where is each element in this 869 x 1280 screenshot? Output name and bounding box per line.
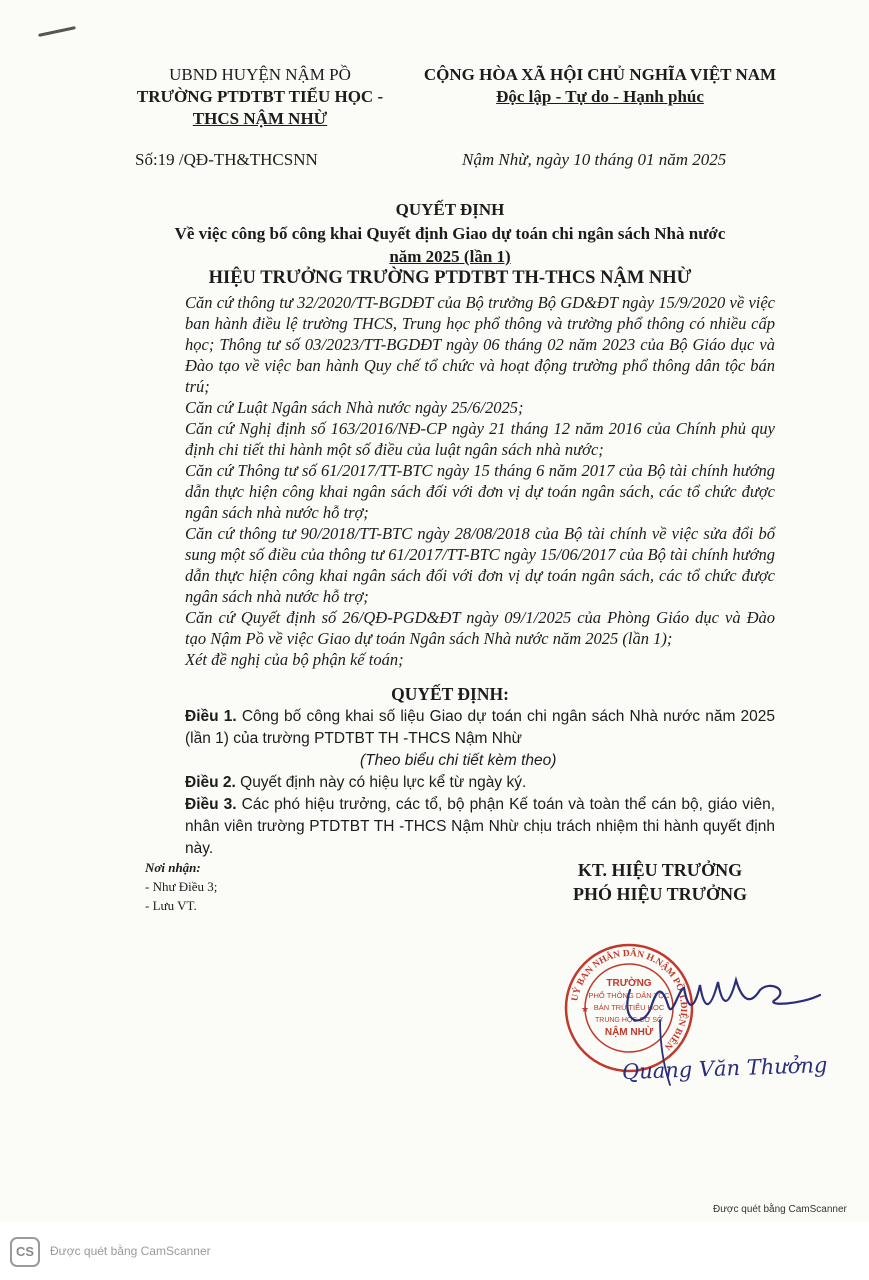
svg-text:★: ★ bbox=[581, 1004, 590, 1014]
document-subject bbox=[80, 222, 820, 268]
country-name: CỘNG HÒA XÃ HỘI CHỦ NGHĨA VIỆT NAM bbox=[423, 65, 777, 84]
document-date: Nậm Nhừ, ngày 10 tháng 01 năm 2025 bbox=[462, 150, 727, 169]
issuing-agency bbox=[110, 64, 410, 130]
article-1-label: Điều 1. bbox=[185, 708, 237, 725]
signature-title-1: KT. HIỆU TRƯỞNG bbox=[577, 860, 743, 880]
basis-item: Xét đề nghị của bộ phận kế toán; bbox=[185, 650, 404, 669]
signature-titles bbox=[540, 858, 780, 906]
recipients bbox=[145, 858, 217, 915]
agency-line-2: TRƯỜNG PTDTBT TIỂU HỌC - bbox=[136, 87, 384, 106]
articles bbox=[115, 706, 775, 860]
seal-line-2: PHỔ THÔNG DÂN TỘC bbox=[588, 991, 670, 1000]
basis-item: Căn cứ Thông tư số 61/2017/TT-BTC ngày 15 tháng 6 năm 2017 của Bộ tài chính hướng dẫn thực hiện công khai ngân sách đối với đơn vị dự toán ngân sách, các tổ chức được ngân sách nhà nước hỗ trợ; bbox=[185, 461, 775, 522]
handwritten-signature bbox=[560, 950, 840, 1090]
signature-title-2: PHÓ HIỆU TRƯỞNG bbox=[572, 884, 747, 904]
article-1-note: (Theo biểu chi tiết kèm theo) bbox=[360, 752, 557, 769]
article-3-label: Điều 3. bbox=[185, 796, 237, 813]
seal-ring-text: UỶ BAN NHÂN DÂN H.NẬM PỒ T.ĐIỆN BIÊN bbox=[570, 948, 689, 1052]
article-2-label: Điều 2. bbox=[185, 774, 236, 791]
seal-line-4: TRUNG HỌC CƠ SỞ bbox=[594, 1017, 664, 1024]
article-1 bbox=[115, 706, 775, 750]
basis-item: Căn cứ thông tư 32/2020/TT-BGDĐT của Bộ trưởng Bộ GD&ĐT ngày 15/9/2020 về việc ban hành điều lệ trường THCS, Trung học phổ thông và trường phổ thông có nhiều cấp học; Thông tư số 03/2023/TT-BGDĐT ngày 06 tháng 02 năm 2023 của Bộ Giáo dục và Đào tạo về việc ban hành Quy chế tổ chức và hoạt động trường phổ thông dân tộc bán trú; bbox=[185, 293, 775, 396]
subject-line-2 bbox=[80, 245, 820, 268]
signer-name: Quang Văn Thưởng bbox=[621, 1052, 828, 1085]
camscanner-watermark-right: Được quét bằng CamScanner bbox=[713, 1204, 847, 1215]
seal-line-3: BÁN TRÚ TIỂU HỌC bbox=[593, 1003, 665, 1012]
subject-line-1: Về việc công bố công khai Quyết định Giao dự toán chi ngân sách Nhà nước bbox=[174, 224, 726, 243]
recipients-label: Nơi nhận: bbox=[145, 860, 201, 875]
motto-text: Độc lập - Tự do - Hạnh phúc bbox=[496, 87, 704, 106]
decision-heading: QUYẾT ĐỊNH: bbox=[391, 684, 509, 704]
agency-line-1: UBND HUYỆN NẬM PỒ bbox=[169, 65, 351, 84]
article-2-text: Quyết định này có hiệu lực kể từ ngày ký. bbox=[235, 774, 527, 791]
camscanner-logo-icon: CS bbox=[10, 1237, 40, 1267]
recipient-item: - Lưu VT. bbox=[145, 898, 197, 913]
motto bbox=[415, 86, 785, 108]
recipient-item: - Như Điều 3; bbox=[145, 879, 218, 894]
agency-line-3-text: THCS NẬM NHỪ bbox=[192, 109, 328, 128]
article-3-text: Các phó hiệu trưởng, các tổ, bộ phận Kế toán và toàn thể cán bộ, giáo viên, nhân viên trường PTDTBT TH -THCS Nậm Nhừ chịu trách nhiệm thi hành quyết định này. bbox=[185, 796, 775, 857]
document-heading: QUYẾT ĐỊNH bbox=[395, 200, 505, 219]
basis-item: Căn cứ Luật Ngân sách Nhà nước ngày 25/6/2025; bbox=[185, 398, 524, 417]
subject-line-2-text: năm 2025 (lần 1) bbox=[389, 247, 511, 266]
pen-mark bbox=[38, 26, 76, 37]
agency-line-3 bbox=[110, 108, 410, 130]
seal-line-1: TRƯỜNG bbox=[606, 978, 652, 989]
basis-item: Căn cứ thông tư 90/2018/TT-BTC ngày 28/08/2018 của Bộ tài chính về việc sửa đổi bổ sung một số điều của thông tư 61/2017/TT-BTC ngày 15/06/2017 của Bộ tài chính hướng dẫn thực hiện công khai ngân sách đối với đơn vị dự toán ngân sách, các tổ chức được ngân sách nhà nước hỗ trợ; bbox=[185, 524, 775, 606]
issuing-authority: HIỆU TRƯỞNG TRƯỜNG PTDTBT TH-THCS NẬM NHỪ bbox=[208, 268, 692, 288]
basis-item: Căn cứ Nghị định số 163/2016/NĐ-CP ngày 21 tháng 12 năm 2016 của Chính phủ quy định chi tiết thi hành một số điều của luật ngân sách nhà nước; bbox=[185, 419, 775, 459]
camscanner-watermark-bottom: Được quét bằng CamScanner bbox=[50, 1244, 211, 1258]
article-1-text: Công bố công khai số liệu Giao dự toán chi ngân sách Nhà nước năm 2025 (lần 1) của trường PTDTBT TH -THCS Nậm Nhừ bbox=[185, 708, 775, 747]
national-motto bbox=[415, 64, 785, 108]
document-number: Số:19 /QĐ-TH&THCSNN bbox=[135, 150, 318, 169]
legal-basis bbox=[115, 292, 775, 670]
seal-line-5: NẬM NHỪ bbox=[604, 1027, 654, 1038]
article-2 bbox=[115, 772, 775, 794]
article-3 bbox=[115, 794, 775, 860]
basis-item: Căn cứ Quyết định số 26/QĐ-PGD&ĐT ngày 09/1/2025 của Phòng Giáo dục và Đào tạo Nậm Pồ về việc Giao dự toán Ngân sách Nhà nước năm 2025 (lần 1); bbox=[185, 608, 775, 648]
